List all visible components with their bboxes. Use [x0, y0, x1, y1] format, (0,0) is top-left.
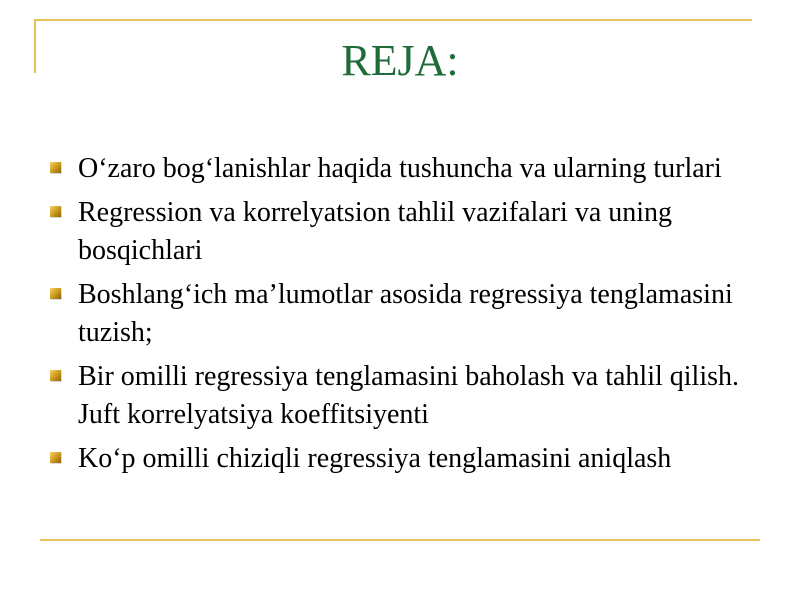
bullet-list: [46, 150, 746, 484]
square-bullet-icon: [50, 206, 61, 217]
list-item-text: O‘zaro bog‘lanishlar haqida tushuncha va ularning turlari: [78, 153, 722, 184]
square-bullet-icon: [50, 288, 61, 299]
list-item-text: Regression va korrelyatsion tahlil vazifalari va uning bosqichlari: [78, 197, 673, 266]
list-item: [46, 150, 746, 188]
bottom-divider: [40, 539, 760, 541]
top-divider: [34, 19, 752, 21]
square-bullet-icon: [50, 452, 61, 463]
list-item: [46, 194, 746, 270]
list-item: [46, 358, 746, 434]
slide-title: REJA:: [341, 36, 459, 85]
list-item-text: Ko‘p omilli chiziqli regressiya tenglamasini aniqlash: [78, 443, 672, 474]
list-item: [46, 276, 746, 352]
list-item: [46, 440, 746, 478]
list-item-text: Boshlang‘ich ma’lumotlar asosida regressiya tenglamasini tuzish;: [78, 279, 733, 348]
square-bullet-icon: [50, 162, 61, 173]
list-item-text: Bir omilli regressiya tenglamasini baholash va tahlil qilish. Juft korrelyatsiya koeffitsiyenti: [78, 361, 739, 430]
square-bullet-icon: [50, 370, 61, 381]
